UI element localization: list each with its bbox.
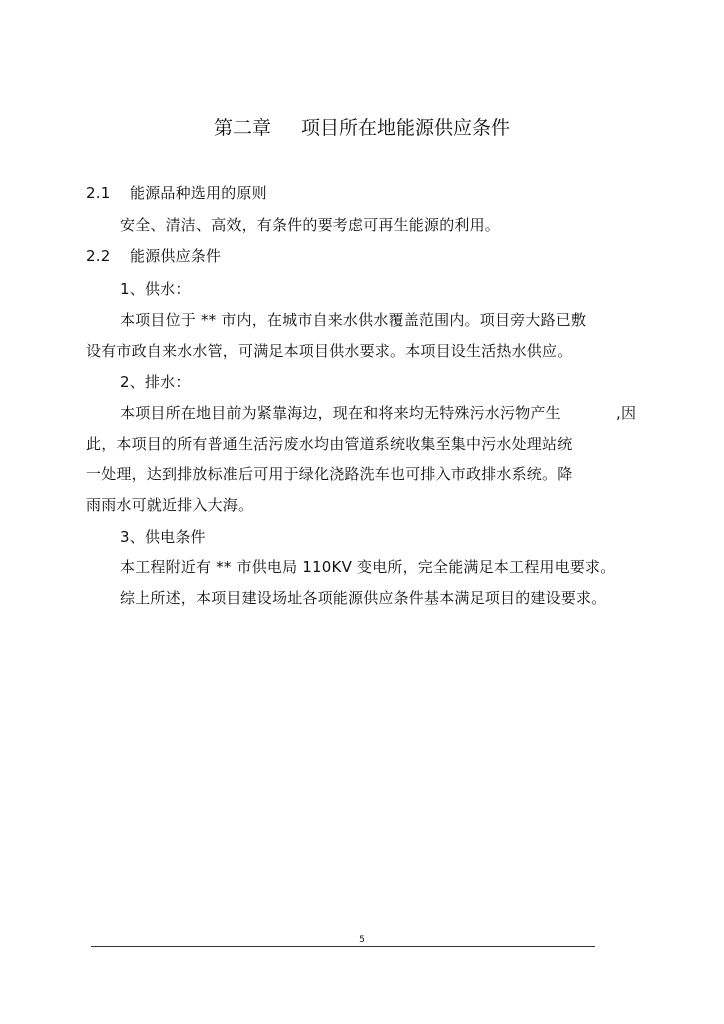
paragraph-line: 雨雨水可就近排入大海。	[86, 496, 254, 514]
paragraph-line: 本工程附近有 ** 市供电局 110KV 变电所，完全能满足本工程用电要求。	[120, 558, 616, 576]
chapter-title	[0, 115, 724, 141]
footer-divider	[91, 946, 595, 947]
paragraph-line: 此，本项目的所有普通生活污废水均由管道系统收集至集中污水处理站统	[86, 435, 573, 453]
paragraph-line-fragment: ,因	[616, 404, 637, 422]
section-number: 2.1	[86, 184, 111, 202]
page-number: 5	[359, 935, 365, 945]
paragraph-line: 本项目所在地目前为紧靠海边，现在和将来均无特殊污水污物产生	[120, 404, 561, 422]
section-heading-2-2	[86, 246, 221, 266]
conclusion-paragraph: 综上所述，本项目建设场址各项能源供应条件基本满足项目的建设要求。	[120, 589, 607, 607]
section-body-2-1: 安全、清洁、高效，有条件的要考虑可再生能源的利用。	[120, 216, 501, 234]
section-heading-2-1	[86, 183, 267, 203]
subsection-heading-water-supply: 1、供水：	[120, 280, 191, 298]
subsection-heading-power-supply: 3、供电条件	[120, 528, 206, 546]
paragraph-line: 一处理，达到排放标准后可用于绿化浇路洗车也可排入市政排水系统。降	[86, 465, 573, 483]
section-heading-text: 能源品种选用的原则	[130, 184, 267, 202]
chapter-heading: 项目所在地能源供应条件	[301, 117, 511, 139]
section-heading-text: 能源供应条件	[130, 247, 222, 265]
chapter-label: 第二章	[213, 117, 271, 139]
paragraph-line: 本项目位于 ** 市内，在城市自来水供水覆盖范围内。项目旁大路已敷	[120, 311, 587, 329]
paragraph-line: 设有市政自来水水管，可满足本项目供水要求。本项目设生活热水供应。	[86, 342, 573, 360]
subsection-heading-drainage: 2、排水：	[120, 373, 191, 391]
section-number: 2.2	[86, 247, 111, 265]
